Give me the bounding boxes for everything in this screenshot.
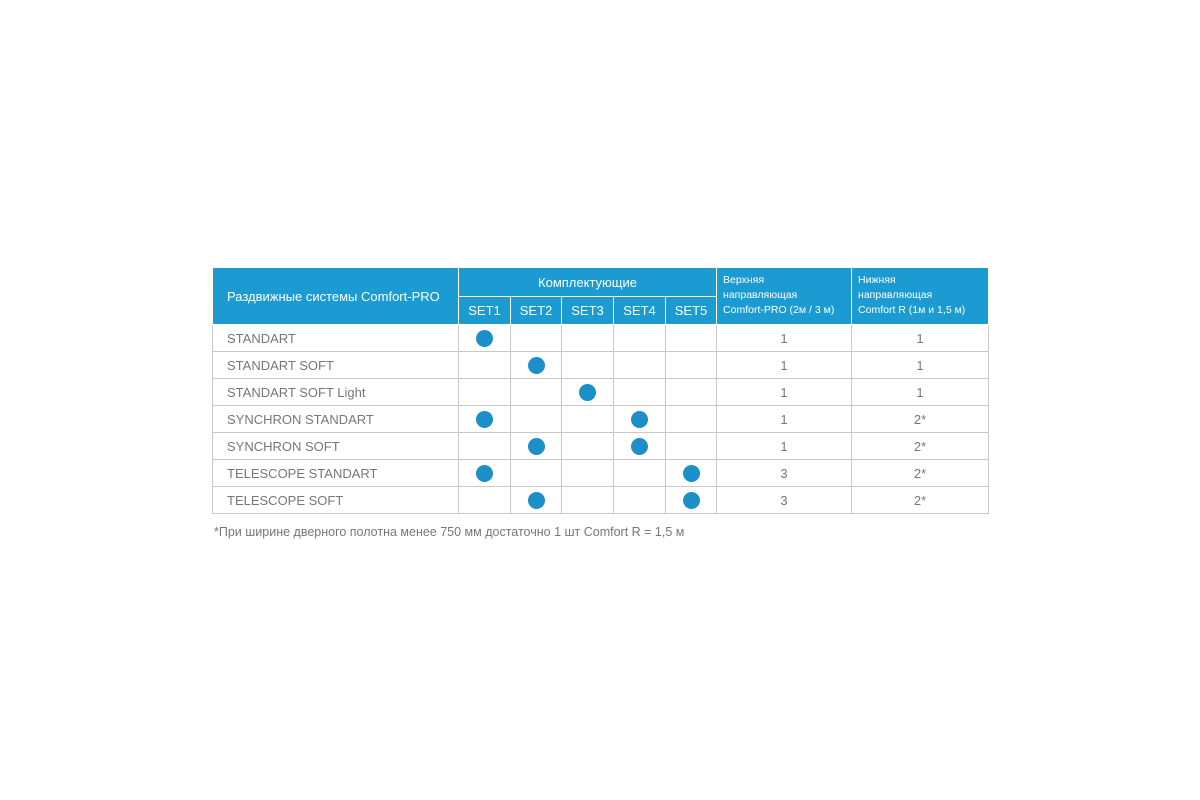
- set2-cell: [511, 433, 562, 460]
- header-upper-rail-line: Верхняя: [723, 274, 765, 286]
- lower-rail-qty-cell: 1: [852, 325, 989, 352]
- included-dot-icon: [476, 330, 493, 347]
- set1-cell: [459, 460, 511, 487]
- upper-rail-qty-cell: 1: [717, 406, 852, 433]
- header-set4: SET4: [614, 297, 666, 325]
- upper-rail-qty-cell: 3: [717, 460, 852, 487]
- set1-cell: [459, 487, 511, 514]
- set3-cell: [562, 379, 614, 406]
- system-name-cell: SYNCHRON STANDART: [213, 406, 459, 433]
- set5-cell: [666, 433, 717, 460]
- table-row: [213, 325, 989, 352]
- table-body: [213, 325, 989, 514]
- header-lower-rail: [852, 268, 989, 325]
- included-dot-icon: [631, 411, 648, 428]
- set3-cell: [562, 487, 614, 514]
- lower-rail-qty-cell: 1: [852, 379, 989, 406]
- header-set5: SET5: [666, 297, 717, 325]
- system-name-cell: SYNCHRON SOFT: [213, 433, 459, 460]
- set5-cell: [666, 325, 717, 352]
- header-sliding-systems: Раздвижные системы Comfort-PRO: [213, 268, 459, 325]
- included-dot-icon: [528, 357, 545, 374]
- set3-cell: [562, 352, 614, 379]
- set4-cell: [614, 487, 666, 514]
- set4-cell: [614, 325, 666, 352]
- header-set2: SET2: [511, 297, 562, 325]
- set3-cell: [562, 406, 614, 433]
- comfort-pro-spec-table: [212, 267, 989, 514]
- upper-rail-qty-cell: 1: [717, 433, 852, 460]
- upper-rail-qty-cell: 1: [717, 352, 852, 379]
- set2-cell: [511, 460, 562, 487]
- set5-cell: [666, 352, 717, 379]
- table-row: [213, 460, 989, 487]
- system-name-cell: STANDART SOFT: [213, 352, 459, 379]
- table-row: [213, 352, 989, 379]
- set4-cell: [614, 352, 666, 379]
- set5-cell: [666, 487, 717, 514]
- set1-cell: [459, 433, 511, 460]
- set3-cell: [562, 433, 614, 460]
- set1-cell: [459, 406, 511, 433]
- lower-rail-qty-cell: 2*: [852, 460, 989, 487]
- comfort-pro-table-container: [212, 267, 988, 514]
- set1-cell: [459, 325, 511, 352]
- table-row: [213, 487, 989, 514]
- set5-cell: [666, 460, 717, 487]
- header-upper-rail-line: Comfort-PRO (2м / 3 м): [723, 304, 835, 316]
- included-dot-icon: [528, 492, 545, 509]
- lower-rail-qty-cell: 2*: [852, 433, 989, 460]
- header-lower-rail-line: Нижняя: [858, 274, 896, 286]
- set2-cell: [511, 325, 562, 352]
- system-name-cell: STANDART SOFT Light: [213, 379, 459, 406]
- set5-cell: [666, 406, 717, 433]
- included-dot-icon: [476, 411, 493, 428]
- system-name-cell: TELESCOPE SOFT: [213, 487, 459, 514]
- table-row: [213, 379, 989, 406]
- included-dot-icon: [683, 492, 700, 509]
- set4-cell: [614, 433, 666, 460]
- set3-cell: [562, 460, 614, 487]
- upper-rail-qty-cell: 1: [717, 379, 852, 406]
- header-set3: SET3: [562, 297, 614, 325]
- set2-cell: [511, 487, 562, 514]
- included-dot-icon: [683, 465, 700, 482]
- set2-cell: [511, 406, 562, 433]
- table-row: [213, 406, 989, 433]
- included-dot-icon: [579, 384, 596, 401]
- set2-cell: [511, 352, 562, 379]
- header-lower-rail-line: направляющая: [858, 289, 933, 301]
- set4-cell: [614, 406, 666, 433]
- footnote: *При ширине дверного полотна менее 750 мм достаточно 1 шт Comfort R = 1,5 м: [214, 525, 685, 539]
- set1-cell: [459, 379, 511, 406]
- set4-cell: [614, 460, 666, 487]
- system-name-cell: TELESCOPE STANDART: [213, 460, 459, 487]
- header-set1: SET1: [459, 297, 511, 325]
- lower-rail-qty-cell: 2*: [852, 487, 989, 514]
- table-row: [213, 433, 989, 460]
- upper-rail-qty-cell: 1: [717, 325, 852, 352]
- set2-cell: [511, 379, 562, 406]
- set3-cell: [562, 325, 614, 352]
- set5-cell: [666, 379, 717, 406]
- set4-cell: [614, 379, 666, 406]
- included-dot-icon: [476, 465, 493, 482]
- lower-rail-qty-cell: 2*: [852, 406, 989, 433]
- included-dot-icon: [631, 438, 648, 455]
- header-components: Комплектующие: [459, 268, 717, 297]
- lower-rail-qty-cell: 1: [852, 352, 989, 379]
- system-name-cell: STANDART: [213, 325, 459, 352]
- set1-cell: [459, 352, 511, 379]
- included-dot-icon: [528, 438, 545, 455]
- header-upper-rail-line: направляющая: [723, 289, 798, 301]
- header-upper-rail: [717, 268, 852, 325]
- upper-rail-qty-cell: 3: [717, 487, 852, 514]
- header-lower-rail-line: Comfort R (1м и 1,5 м): [858, 304, 966, 316]
